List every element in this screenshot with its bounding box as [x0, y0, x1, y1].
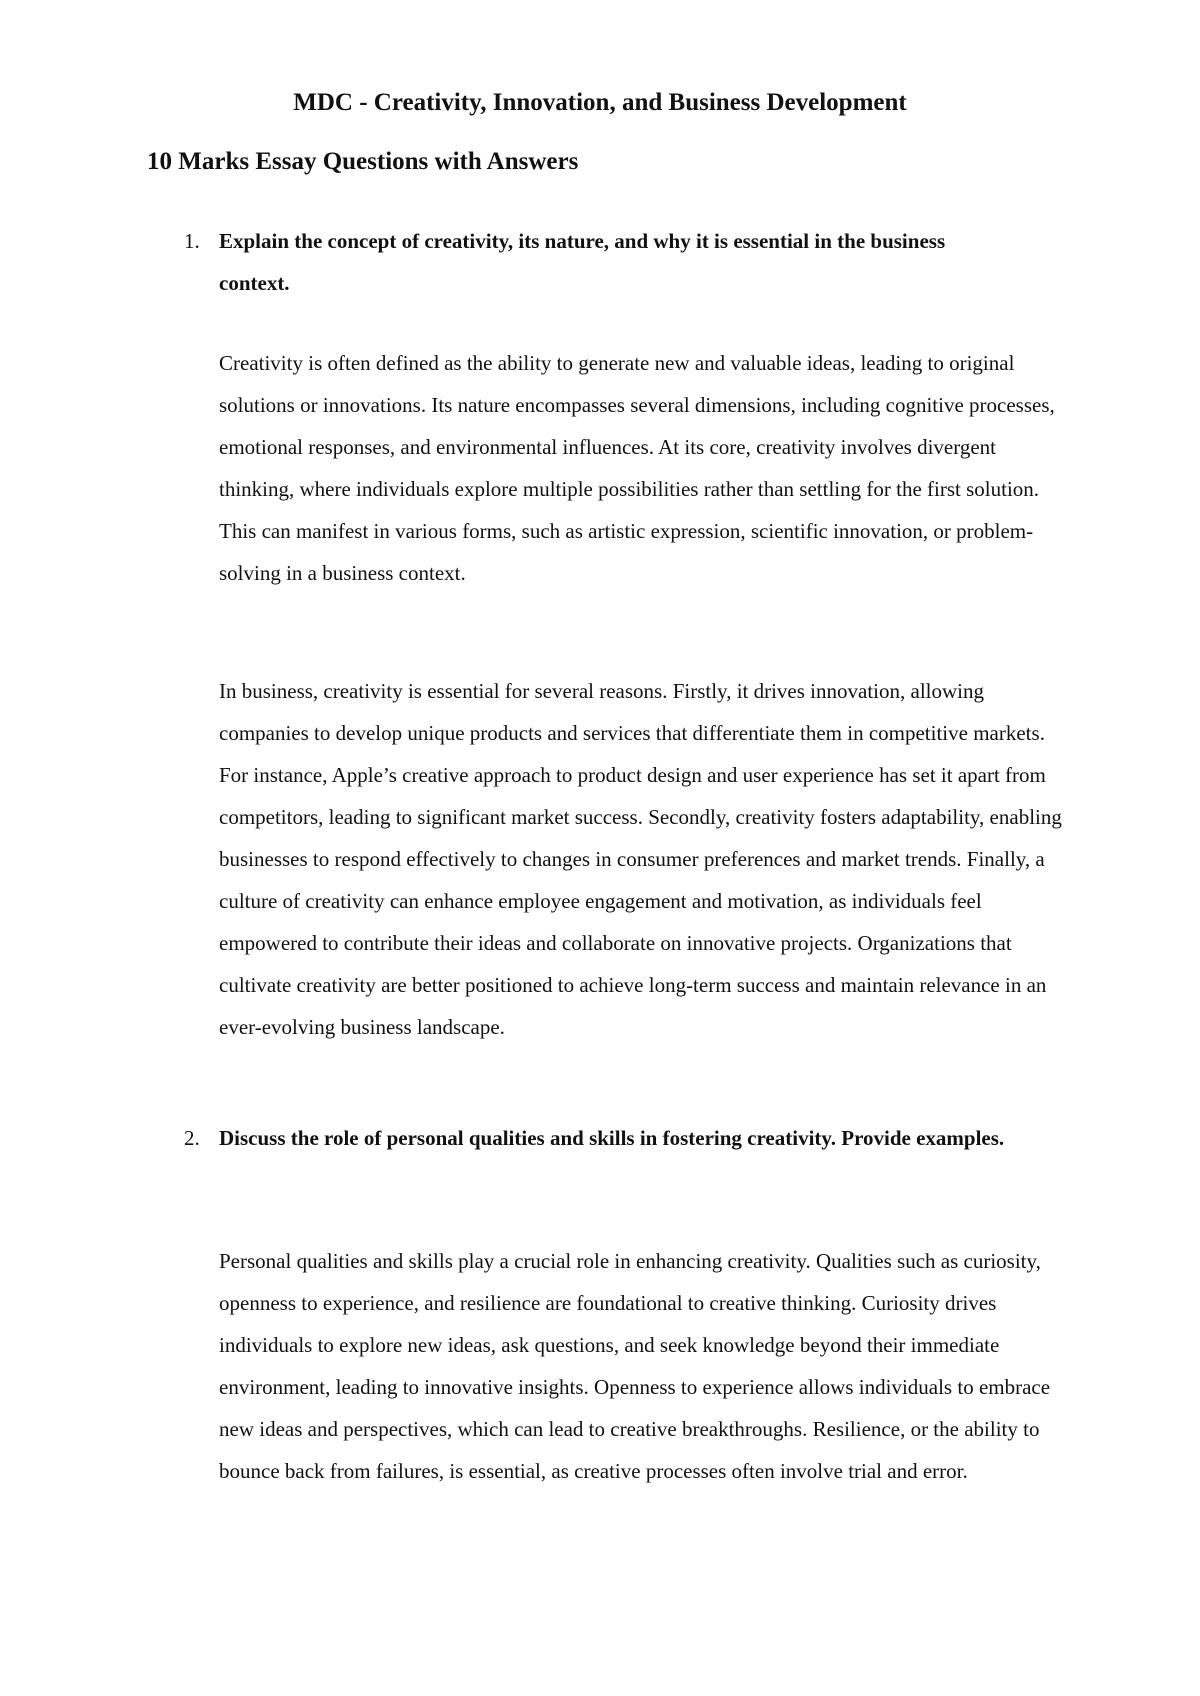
document-subtitle: 10 Marks Essay Questions with Answers — [147, 148, 579, 175]
answer-paragraph: In business, creativity is essential for several reasons. Firstly, it drives innovation, allowing companies to develop unique products and services that differentiate them in competitive markets. For instance, Apple’s creative approach to product design and user experience has set it apart from competitors, leading to significant market success. Secondly, creativity fosters adaptability, enabling businesses to respond effectively to changes in consumer preferences and market trends. Finally, a culture of creativity can enhance employee engagement and motivation, as individuals feel empowered to contribute their ideas and collaborate on innovative projects. Organizations that cultivate creativity are better positioned to achieve long-term success and maintain relevance in an ever-evolving business landscape. — [219, 679, 1062, 1039]
question-number: 2. — [184, 1126, 200, 1150]
question-number: 1. — [184, 229, 200, 253]
question-text: Explain the concept of creativity, its nature, and why it is essential in the business context. — [219, 229, 946, 295]
answer-paragraph: Personal qualities and skills play a crucial role in enhancing creativity. Qualities such as curiosity, openness to experience, and resilience are foundational to creative thinking. Curiosity drives individuals to explore new ideas, ask questions, and seek knowledge beyond their immediate environment, leading to innovative insights. Openness to experience allows individuals to embrace new ideas and perspectives, which can lead to creative breakthroughs. Resilience, or the ability to bounce back from failures, is essential, as creative processes often involve trial and error. — [219, 1249, 1051, 1483]
question-text: Discuss the role of personal qualities and skills in fostering creativity. Provide examples. — [219, 1126, 1005, 1150]
document-title: MDC - Creativity, Innovation, and Business Development — [293, 89, 907, 116]
answer-paragraph: Creativity is often defined as the ability to generate new and valuable ideas, leading to original solutions or innovations. Its nature encompasses several dimensions, including cognitive processes, emotional responses, and environmental influences. At its core, creativity involves divergent thinking, where individuals explore multiple possibilities rather than settling for the first solution. This can manifest in various forms, such as artistic expression, scientific innovation, or problem-solving in a business context. — [219, 351, 1055, 585]
